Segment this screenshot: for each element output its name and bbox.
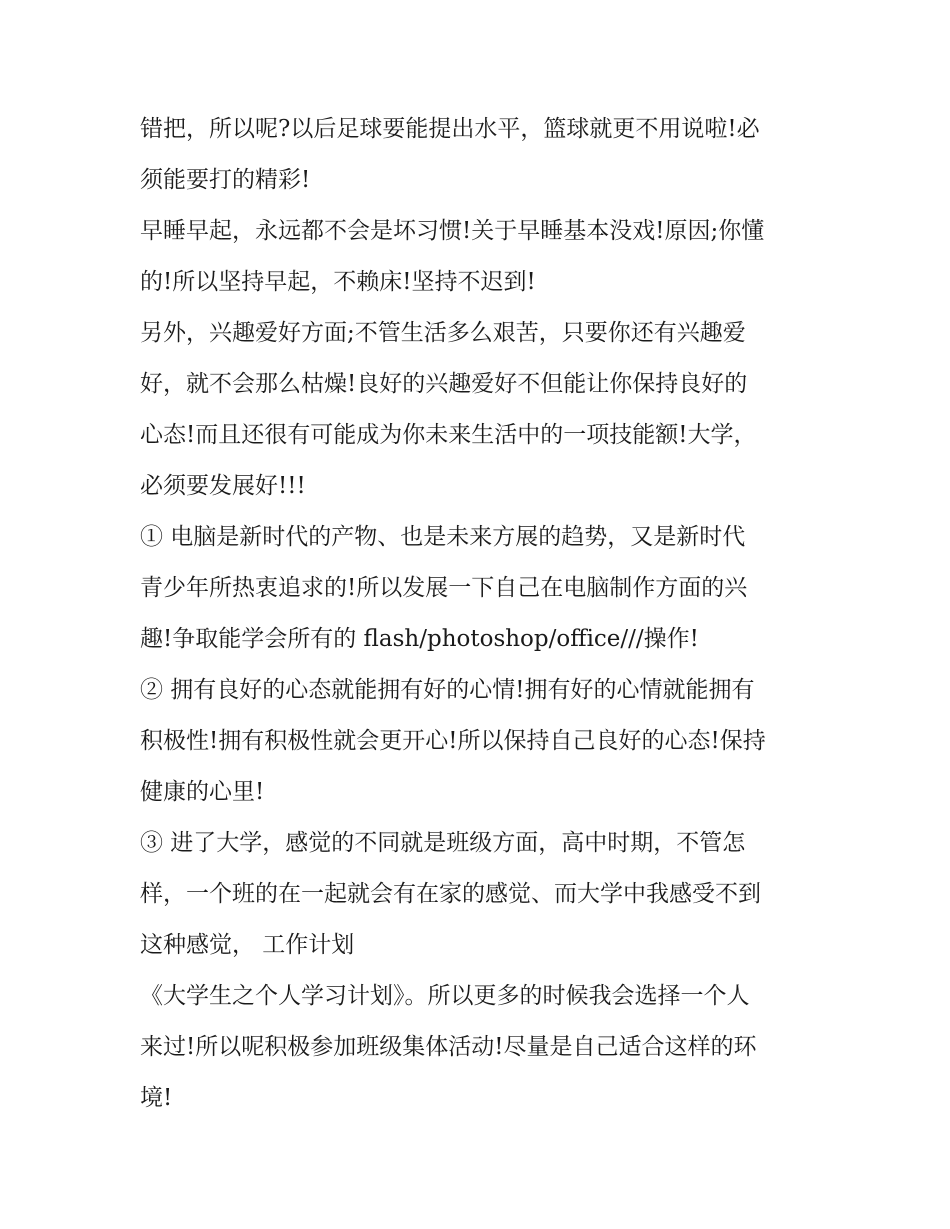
paragraph-conclusion	[140, 971, 830, 1124]
text-line: 样，一个班的在一起就会有在家的感觉、而大学中我感受不到	[140, 881, 761, 907]
text-line: 另外，兴趣爱好方面;不管生活多么艰苦，只要你还有兴趣爱	[140, 320, 746, 346]
text-line: 境!	[140, 1085, 173, 1111]
text-line: 心态!而且还很有可能成为你未来生活中的一项技能额!大学，	[140, 422, 757, 448]
text-line: 《大学生之个人学习计划》。所以更多的时候我会选择一个人	[140, 983, 750, 1009]
paragraph-item-3-class	[140, 818, 830, 971]
text-line: 须能要打的精彩!	[140, 167, 311, 193]
paragraph-sleep	[140, 206, 830, 308]
text-line: ① 电脑是新时代的产物、也是未来方展的趋势，又是新时代	[140, 524, 746, 550]
paragraph-sports	[140, 104, 830, 206]
text-line: 早睡早起，永远都不会是坏习惯!关于早睡基本没戏!原因;你懂	[140, 218, 765, 244]
paragraph-item-2-mindset	[140, 665, 830, 818]
text-line: 错把，所以呢?以后足球要能提出水平，篮球就更不用说啦!必	[140, 116, 760, 142]
document-body	[140, 104, 830, 1124]
text-line: 必须要发展好!!!	[140, 473, 306, 499]
text-line: 来过!所以呢积极参加班级集体活动!尽量是自己适合这样的环	[140, 1034, 757, 1060]
text-line: ② 拥有良好的心态就能拥有好的心情!拥有好的心情就能拥有	[140, 677, 755, 703]
text-line: 的!所以坚持早起，不赖床!坚持不迟到!	[140, 269, 536, 295]
text-line: 趣!争取能学会所有的 flash/photoshop/office///操作!	[140, 626, 699, 652]
paragraph-item-1-computer	[140, 512, 830, 665]
text-line: 健康的心里!	[140, 779, 265, 805]
text-line: 积极性!拥有积极性就会更开心!所以保持自己良好的心态!保持	[140, 728, 766, 754]
text-line: 这种感觉， 工作计划	[140, 932, 355, 958]
text-line: 好，就不会那么枯燥!良好的兴趣爱好不但能让你保持良好的	[140, 371, 748, 397]
text-line: ③ 进了大学，感觉的不同就是班级方面，高中时期，不管怎	[140, 830, 746, 856]
paragraph-hobbies	[140, 308, 830, 512]
text-line: 青少年所热衷追求的!所以发展一下自己在电脑制作方面的兴	[140, 575, 748, 601]
